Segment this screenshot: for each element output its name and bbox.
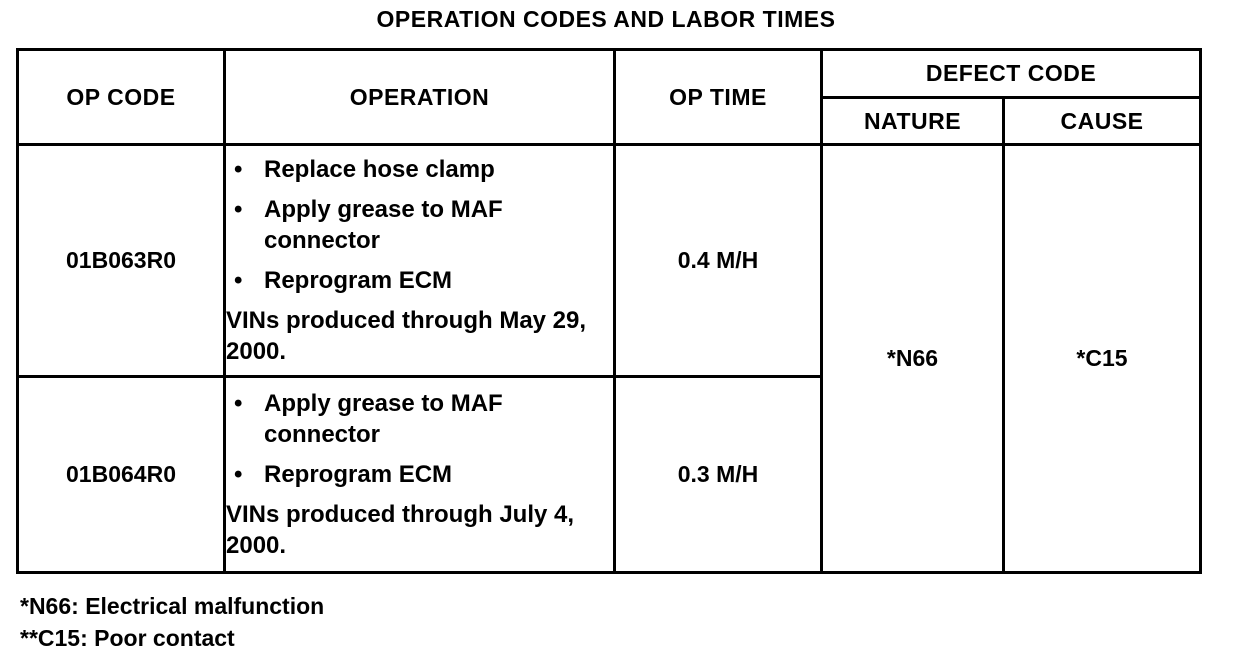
op-code-cell: 01B063R0 xyxy=(18,145,225,377)
bullet-icon: • xyxy=(234,156,243,183)
header-row xyxy=(18,50,1201,98)
step-text: Apply grease to MAF connector xyxy=(264,390,503,448)
list-item xyxy=(226,459,613,490)
operation-codes-table xyxy=(16,48,1202,574)
op-time-cell: 0.3 M/H xyxy=(615,377,822,573)
step-text: Reprogram ECM xyxy=(264,461,453,488)
operation-header: OPERATION xyxy=(225,50,615,145)
operation-cell xyxy=(225,377,615,573)
list-item xyxy=(226,194,613,256)
vin-note: VINs produced through July 4, 2000. xyxy=(226,501,575,559)
op-time-cell: 0.4 M/H xyxy=(615,145,822,377)
bullet-icon: • xyxy=(234,196,243,223)
list-item xyxy=(226,388,613,450)
step-text: Apply grease to MAF connector xyxy=(264,196,503,254)
page-title: OPERATION CODES AND LABOR TIMES xyxy=(376,6,836,32)
list-item xyxy=(226,154,613,185)
defect-code-header: DEFECT CODE xyxy=(822,50,1201,98)
list-item xyxy=(226,265,613,296)
step-text: Reprogram ECM xyxy=(264,267,453,294)
op-code-header: OP CODE xyxy=(18,50,225,145)
nature-header: NATURE xyxy=(822,98,1004,145)
cause-header: CAUSE xyxy=(1004,98,1201,145)
bullet-icon: • xyxy=(234,461,243,488)
bullet-icon: • xyxy=(234,267,243,294)
footnotes xyxy=(20,590,324,654)
operation-steps-list xyxy=(226,388,613,490)
operation-steps-list xyxy=(226,154,613,296)
bullet-icon: • xyxy=(234,390,243,417)
vin-note: VINs produced through May 29, 2000. xyxy=(226,307,587,365)
footnote-n66: *N66: Electrical malfunction xyxy=(20,593,325,619)
operation-cell xyxy=(225,145,615,377)
cause-cell: *C15 xyxy=(1004,145,1201,573)
step-text: Replace hose clamp xyxy=(264,156,495,183)
nature-cell: *N66 xyxy=(822,145,1004,573)
footnote-c15: **C15: Poor contact xyxy=(20,625,235,651)
op-code-cell: 01B064R0 xyxy=(18,377,225,573)
op-time-header: OP TIME xyxy=(615,50,822,145)
table-row xyxy=(18,145,1201,377)
